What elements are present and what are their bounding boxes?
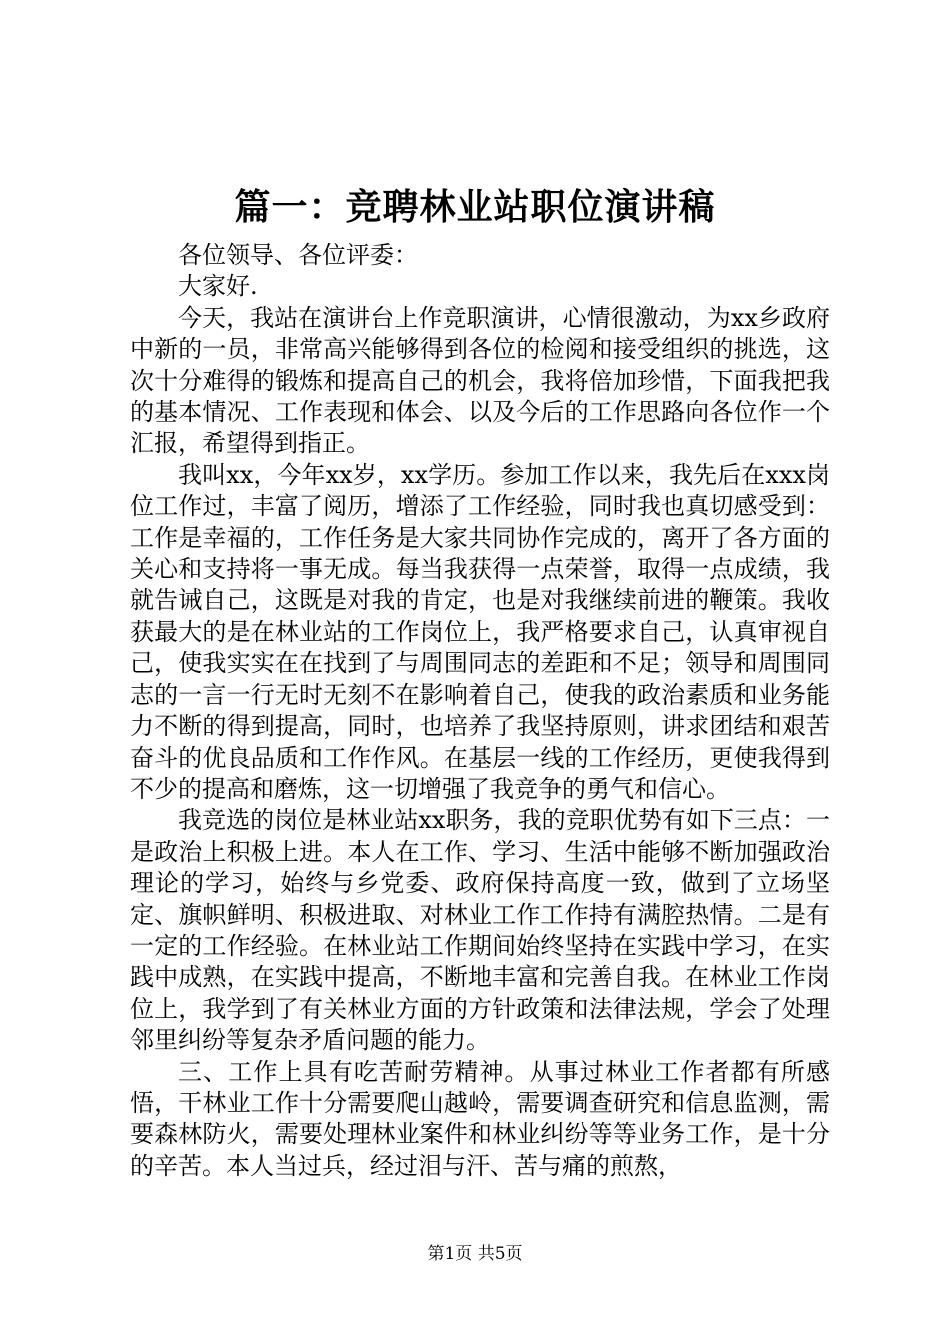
paragraph-advantages: 我竞选的岗位是林业站xx职务，我的竞职优势有如下三点：一是政治上积极上进。本人在工作、学习、生活中能够不断加强政治理论的学习，始终与乡党委、政府保持高度一致，做到了立场坚定、旗帜鲜明、积极进取、对林业工作工作持有满腔热情。二是有一定的工作经验。在林业站工作期间始终坚持在实践中学习，在实践中成熟，在实践中提高，不断地丰富和完善自我。在林业工作岗位上，我学到了有关林业方面的方针政策和法律法规，学会了处理邻里纠纷等复杂矛盾问题的能力。	[130, 806, 830, 1055]
document-body	[130, 240, 830, 1182]
paragraph-hardworking: 三、工作上具有吃苦耐劳精神。从事过林业工作者都有所感悟，干林业工作十分需要爬山越岭，需要调查研究和信息监测，需要森林防火，需要处理林业案件和林业纠纷等等业务工作，是十分的辛苦。本人当过兵，经过泪与汗、苦与痛的煎熬，	[130, 1057, 830, 1180]
document-title: 篇一：竞聘林业站职位演讲稿	[234, 186, 716, 228]
page-number-footer: 第1页 共5页	[427, 1244, 523, 1264]
paragraph-background: 我叫xx，今年xx岁，xx学历。参加工作以来，我先后在xxx岗位工作过，丰富了阅历，增添了工作经验，同时我也真切感受到：工作是幸福的，工作任务是大家共同协作完成的，离开了各方面的关心和支持将一事无成。每当我获得一点荣誉，取得一点成绩，我就告诫自己，这既是对我的肯定，也是对我继续前进的鞭策。我收获最大的是在林业站的工作岗位上，我严格要求自己，认真审视自己，使我实实在在找到了与周围同志的差距和不足；领导和周围同志的一言一行无时无刻不在影响着自己，使我的政治素质和业务能力不断的得到提高，同时，也培养了我坚持原则，讲求团结和艰苦奋斗的优良品质和工作作风。在基层一线的工作经历，更使我得到不少的提高和磨炼，这一切增强了我竞争的勇气和信心。	[130, 460, 830, 803]
greeting: 大家好.	[178, 272, 258, 301]
salutation: 各位领导、各位评委：	[178, 241, 418, 269]
paragraph-introduction: 今天，我站在演讲台上作竞职演讲，心情很激动，为xx乡政府中新的一员，非常高兴能够得到各位的检阅和接受组织的挑选，这次十分难得的锻炼和提高自己的机会，我将倍加珍惜，下面我把我的基本情况、工作表现和体会、以及今后的工作思路向各位作一个汇报，希望得到指正。	[130, 303, 830, 458]
